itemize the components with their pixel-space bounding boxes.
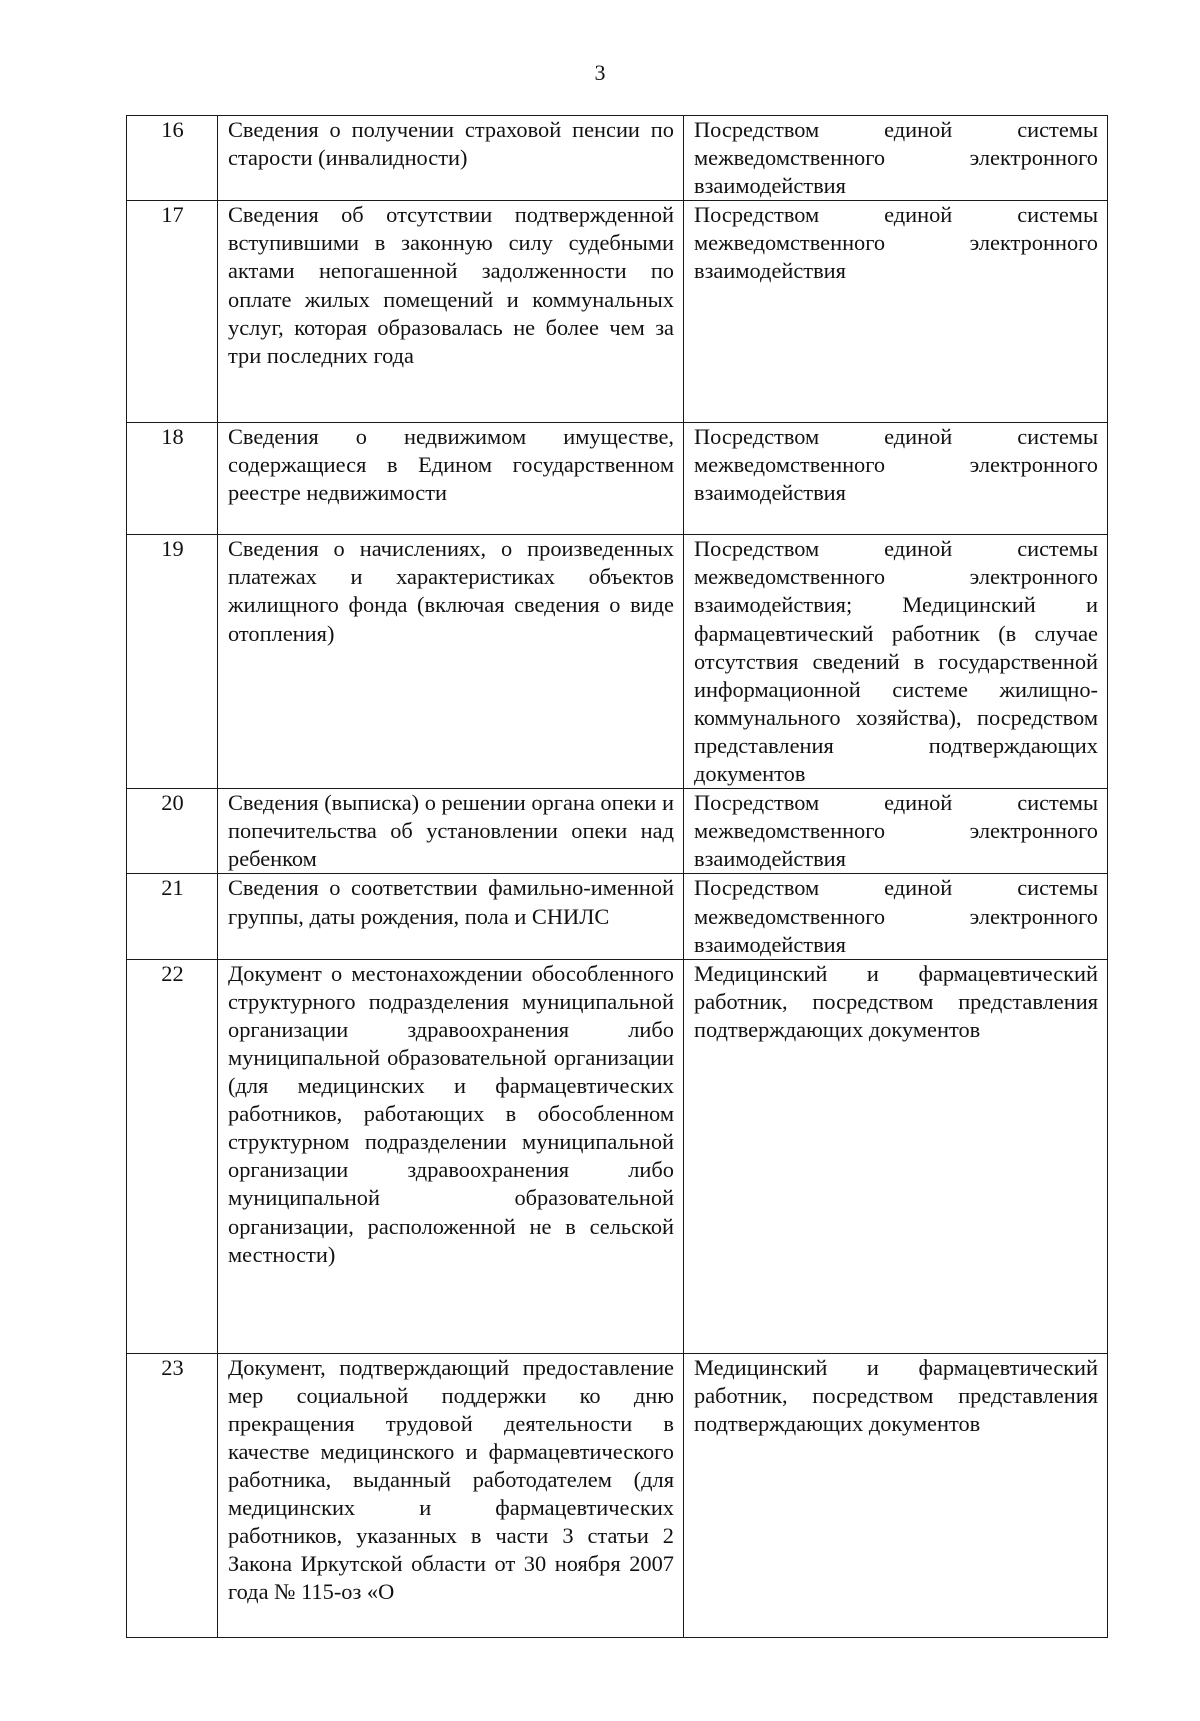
table-row — [127, 874, 1108, 959]
row-number: 23 — [127, 1353, 218, 1637]
row-number: 16 — [127, 116, 218, 201]
document-description: Сведения о получении страховой пенсии по старости (инвалидности) — [218, 116, 684, 201]
submission-method: Медицинский и фармацевтический работник, посредством представления подтверждающих документов — [684, 959, 1108, 1353]
document-description: Сведения (выписка) о решении органа опеки и попечительства об установлении опеки над ребенком — [218, 789, 684, 874]
row-number: 21 — [127, 874, 218, 959]
page-number: 3 — [594, 60, 606, 85]
document-description: Сведения о начислениях, о произведенных платежах и характеристиках объектов жилищного фонда (включая сведения о виде отопления) — [218, 535, 684, 789]
document-description: Сведения о соответствии фамильно-именной группы, даты рождения, пола и СНИЛС — [218, 874, 684, 959]
document-description: Сведения о недвижимом имуществе, содержащиеся в Едином государственном реестре недвижимости — [218, 423, 684, 535]
documents-table — [126, 115, 1108, 1638]
document-description: Документ о местонахождении обособленного структурного подразделения муниципальной организации здравоохранения либо муниципальной образовательной организации (для медицинских и фармацевтических работников, работающих в обособленном структурном подразделении муниципальной организации здравоохранения либо муниципальной образовательной организации, расположенной не в сельской местности) — [218, 959, 684, 1353]
table-row — [127, 535, 1108, 789]
table-row — [127, 423, 1108, 535]
submission-method: Посредством единой системы межведомственного электронного взаимодействия — [684, 789, 1108, 874]
row-number: 20 — [127, 789, 218, 874]
table-row — [127, 116, 1108, 201]
row-number: 22 — [127, 959, 218, 1353]
table-row — [127, 789, 1108, 874]
table-row — [127, 201, 1108, 423]
row-number: 18 — [127, 423, 218, 535]
submission-method: Посредством единой системы межведомственного электронного взаимодействия — [684, 201, 1108, 423]
row-number: 17 — [127, 201, 218, 423]
submission-method: Посредством единой системы межведомственного электронного взаимодействия — [684, 423, 1108, 535]
table-row — [127, 959, 1108, 1353]
document-description: Документ, подтверждающий предоставление мер социальной поддержки ко дню прекращения трудовой деятельности в качестве медицинского и фармацевтического работника, выданный работодателем (для медицинских и фармацевтических работников, указанных в части 3 статьи 2 Закона Иркутской области от 30 ноября 2007 года № 115-оз «О — [218, 1353, 684, 1637]
row-number: 19 — [127, 535, 218, 789]
submission-method: Посредством единой системы межведомственного электронного взаимодействия — [684, 874, 1108, 959]
table-row — [127, 1353, 1108, 1637]
submission-method: Посредством единой системы межведомственного электронного взаимодействия — [684, 116, 1108, 201]
document-description: Сведения об отсутствии подтвержденной вступившими в законную силу судебными актами непогашенной задолженности по оплате жилых помещений и коммунальных услуг, которая образовалась не более чем за три последних года — [218, 201, 684, 423]
submission-method: Посредством единой системы межведомственного электронного взаимодействия; Медицинский и фармацевтический работник (в случае отсутствия сведений в государственной информационной системе жилищно-коммунального хозяйства), посредством представления подтверждающих документов — [684, 535, 1108, 789]
submission-method: Медицинский и фармацевтический работник, посредством представления подтверждающих документов — [684, 1353, 1108, 1637]
